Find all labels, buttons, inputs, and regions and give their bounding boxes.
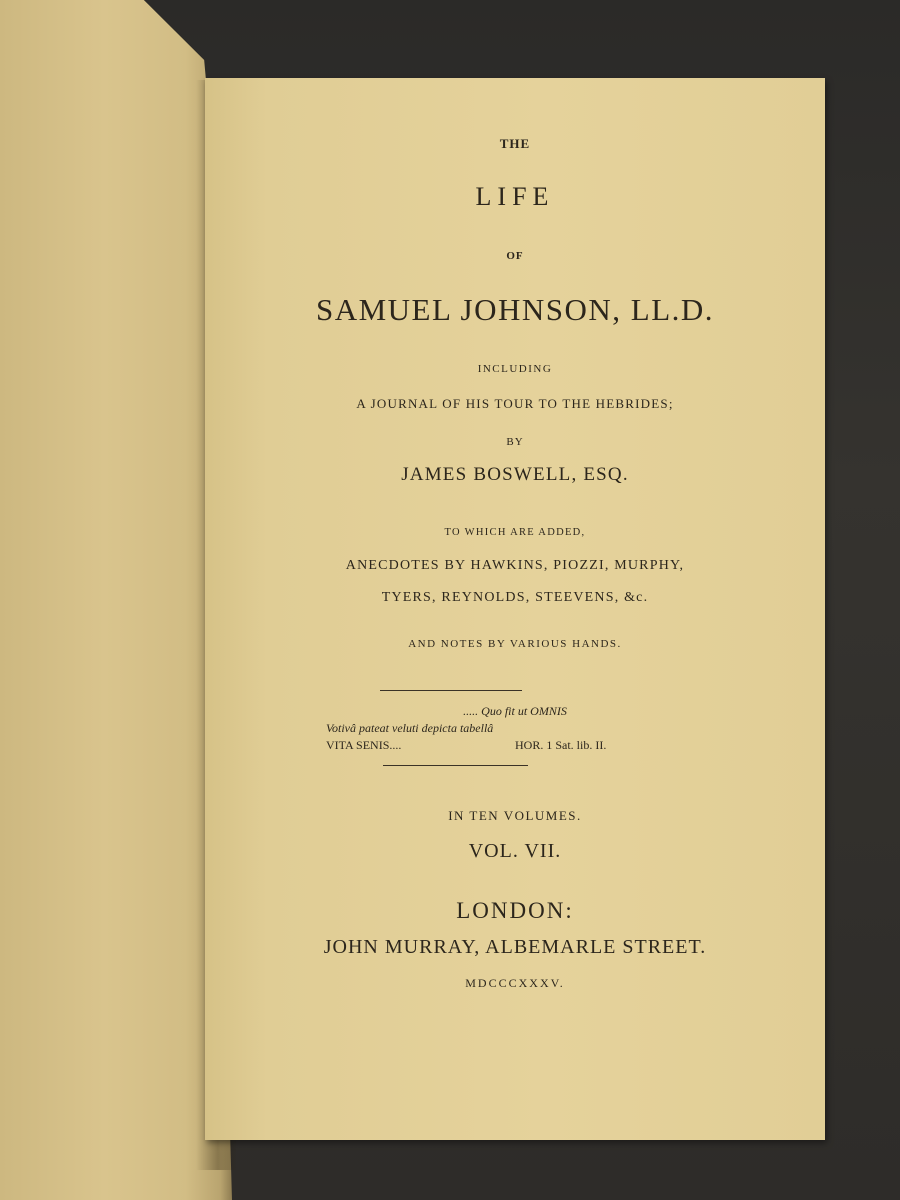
epigraph-citation: HOR. 1 Sat. lib. II. xyxy=(515,738,607,752)
anecdotes-line-1: ANECDOTES BY HAWKINS, PIOZZI, MURPHY, xyxy=(345,558,685,573)
journal-line: A JOURNAL OF HIS TOUR TO THE HEBRIDES; xyxy=(356,396,674,411)
epigraph-line-2: Votivâ pateat veluti depicta tabellâ xyxy=(326,721,494,735)
title-the: THE xyxy=(499,136,531,151)
including-label: INCLUDING xyxy=(477,363,553,375)
notes-line: AND NOTES BY VARIOUS HANDS. xyxy=(408,638,622,650)
epigraph-line-3-left: VITA SENIS.... xyxy=(326,738,402,752)
by-label: BY xyxy=(506,436,524,448)
epigraph-line-1: ..... Quo fit ut OMNIS xyxy=(463,704,567,718)
author-name: JAMES BOSWELL, ESQ. xyxy=(401,464,629,485)
title-life: LIFE xyxy=(475,182,555,211)
title-of: OF xyxy=(506,250,524,262)
volume-number: VOL. VII. xyxy=(468,840,562,862)
anecdotes-line-2: TYERS, REYNOLDS, STEEVENS, &c. xyxy=(381,590,649,605)
title-subject: SAMUEL JOHNSON, LL.D. xyxy=(315,292,715,327)
added-label: TO WHICH ARE ADDED, xyxy=(444,527,586,538)
publisher: JOHN MURRAY, ALBEMARLE STREET. xyxy=(323,936,707,958)
imprint-place: LONDON: xyxy=(456,898,574,923)
divider-top xyxy=(380,690,522,691)
divider-bottom xyxy=(383,765,528,766)
title-page xyxy=(205,78,825,1140)
imprint-date: MDCCCXXXV. xyxy=(465,976,565,990)
volumes-line: IN TEN VOLUMES. xyxy=(448,808,582,823)
